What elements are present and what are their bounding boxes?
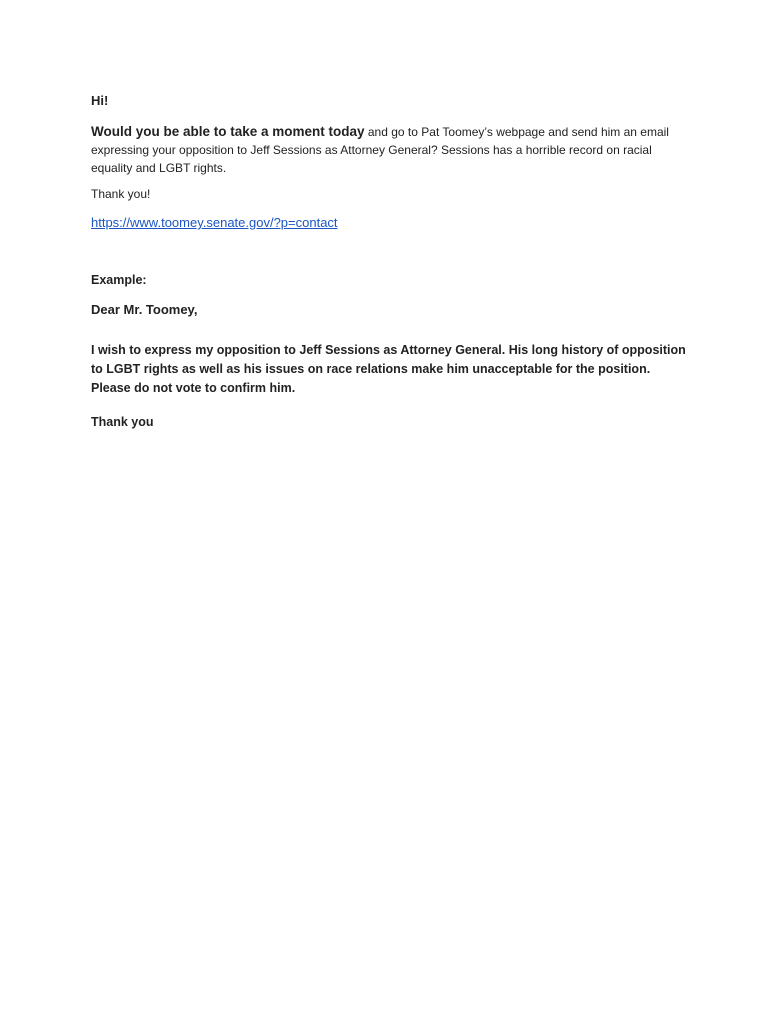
example-body: I wish to express my opposition to Jeff Sessions as Attorney General. His long history of opposition to LGBT rights as well as his issues on race relations make him unacceptable for the position. Please do not vote to confirm him. bbox=[91, 343, 686, 395]
thanks-line: Thank you! bbox=[91, 187, 151, 201]
contact-link[interactable]: https://www.toomey.senate.gov/?p=contact bbox=[91, 215, 338, 230]
request-paragraph bbox=[91, 123, 671, 177]
example-salutation: Dear Mr. Toomey, bbox=[91, 302, 198, 317]
request-text: and go to Pat Toomey’s webpage and send him an email expressing your opposition to Jeff Sessions as Attorney General? Sessions has a horrible record on racial equality and LGBT rights. bbox=[91, 125, 669, 175]
example-signoff: Thank you bbox=[91, 415, 154, 429]
greeting: Hi! bbox=[91, 93, 109, 108]
request-lead: Would you be able to take a moment today bbox=[91, 124, 365, 139]
example-heading: Example: bbox=[91, 273, 147, 287]
